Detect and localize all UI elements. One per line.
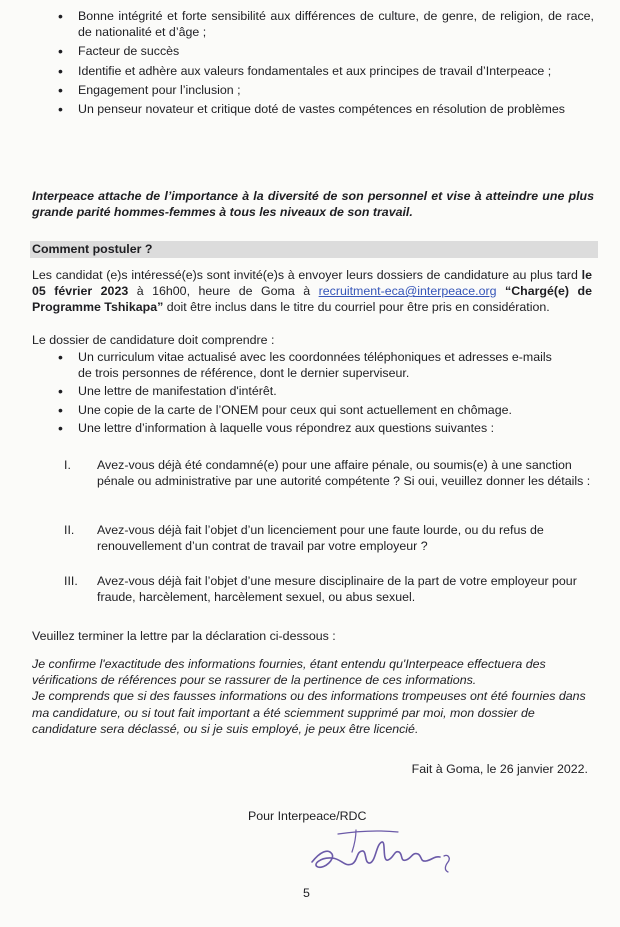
declaration-paragraph: Je comprends que si des fausses informations ou des informations trompeuses ont été fournies dans ma candidature, ou si tout fait important a été sciemment supprimé par moi, mon dossier de candidature sera déclassé, ou si je suis employé, je peux être licencié. bbox=[32, 689, 586, 736]
how-to-apply-paragraph bbox=[32, 267, 592, 316]
question-number: I. bbox=[64, 458, 71, 472]
apply-text-3: doit être inclus dans le titre du courriel pour être pris en considération. bbox=[163, 300, 550, 315]
dossier-intro: Le dossier de candidature doit comprendre : bbox=[32, 333, 275, 347]
apply-text-2: à 16h00, heure de Goma à bbox=[128, 284, 319, 299]
criteria-item: • Engagement pour l’inclusion ; bbox=[32, 82, 594, 98]
page-number: 5 bbox=[303, 886, 310, 900]
question-number: III. bbox=[64, 574, 78, 588]
diversity-statement: Interpeace attache de l’importance à la diversité de son personnel et vise à atteindre une plus grande parité hommes-femmes à tous les niveaux de son travail. bbox=[32, 189, 594, 220]
recruitment-email-link[interactable]: recruitment-eca@interpeace.org bbox=[318, 284, 497, 299]
closing-instruction: Veuillez terminer la lettre par la déclaration ci-dessous : bbox=[32, 629, 336, 643]
question-text: Avez-vous déjà fait l’objet d’une mesure disciplinaire de la part de votre employeur pour fraude, harcèlement, harcèlement sexuel, ou abus sexuel. bbox=[97, 574, 577, 605]
dossier-item: • Une lettre de manifestation d'intérêt. bbox=[32, 383, 552, 399]
dossier-item: • Une lettre d’information à laquelle vous répondrez aux questions suivantes : bbox=[32, 420, 552, 436]
apply-deadline: le 05 février 2023 bbox=[32, 268, 592, 299]
criteria-item: • Bonne intégrité et forte sensibilité aux différences de culture, de genre, de religion, de race, de nationalité et d’âge ; bbox=[32, 8, 594, 40]
question-3 bbox=[32, 573, 592, 605]
apply-text-1: Les candidat (e)s intéressé(e)s sont invité(e)s à envoyer leurs dossiers de candidature au plus tard bbox=[32, 268, 582, 282]
dossier-item: • Un curriculum vitae actualisé avec les coordonnées téléphoniques et adresses e-mails de trois personnes de référence, dont le dernier superviseur. bbox=[32, 349, 552, 381]
declaration-paragraph: Je confirme l'exactitude des informations fournies, étant entendu qu'Interpeace effectuera des vérifications de références pour se rassurer de la pertinence de ces informations. bbox=[32, 657, 546, 688]
criteria-item: • Un penseur novateur et critique doté de vastes compétences en résolution de problèmes bbox=[32, 101, 594, 117]
question-number: II. bbox=[64, 523, 75, 537]
dossier-list bbox=[32, 349, 552, 438]
criteria-item: • Facteur de succès bbox=[32, 43, 594, 59]
position-title: “Chargé(e) de Programme Tshikapa” bbox=[32, 284, 592, 315]
declaration-block bbox=[32, 656, 592, 737]
question-text: Avez-vous déjà fait l’objet d’un licenciement pour une faute lourde, ou du refus de renouvellement d’un contrat de travail par votre employeur ? bbox=[97, 523, 544, 554]
dossier-item: • Une copie de la carte de l’ONEM pour ceux qui sont actuellement en chômage. bbox=[32, 402, 552, 418]
signature-icon bbox=[298, 826, 468, 882]
criteria-item: • Identifie et adhère aux valeurs fondamentales et aux principes de travail d’Interpeace ; bbox=[32, 63, 594, 79]
question-1 bbox=[32, 457, 592, 489]
section-heading-how-to-apply: Comment postuler ? bbox=[30, 241, 598, 258]
place-date: Fait à Goma, le 26 janvier 2022. bbox=[411, 762, 588, 776]
question-text: Avez-vous déjà été condamné(e) pour une affaire pénale, ou soumis(e) à une sanction pénale ou administrative par une autorité compétente ? Si oui, veuillez donner les détails : bbox=[97, 458, 591, 489]
signatory-line: Pour Interpeace/RDC bbox=[248, 809, 367, 823]
question-2 bbox=[32, 522, 592, 554]
criteria-list bbox=[32, 8, 594, 120]
